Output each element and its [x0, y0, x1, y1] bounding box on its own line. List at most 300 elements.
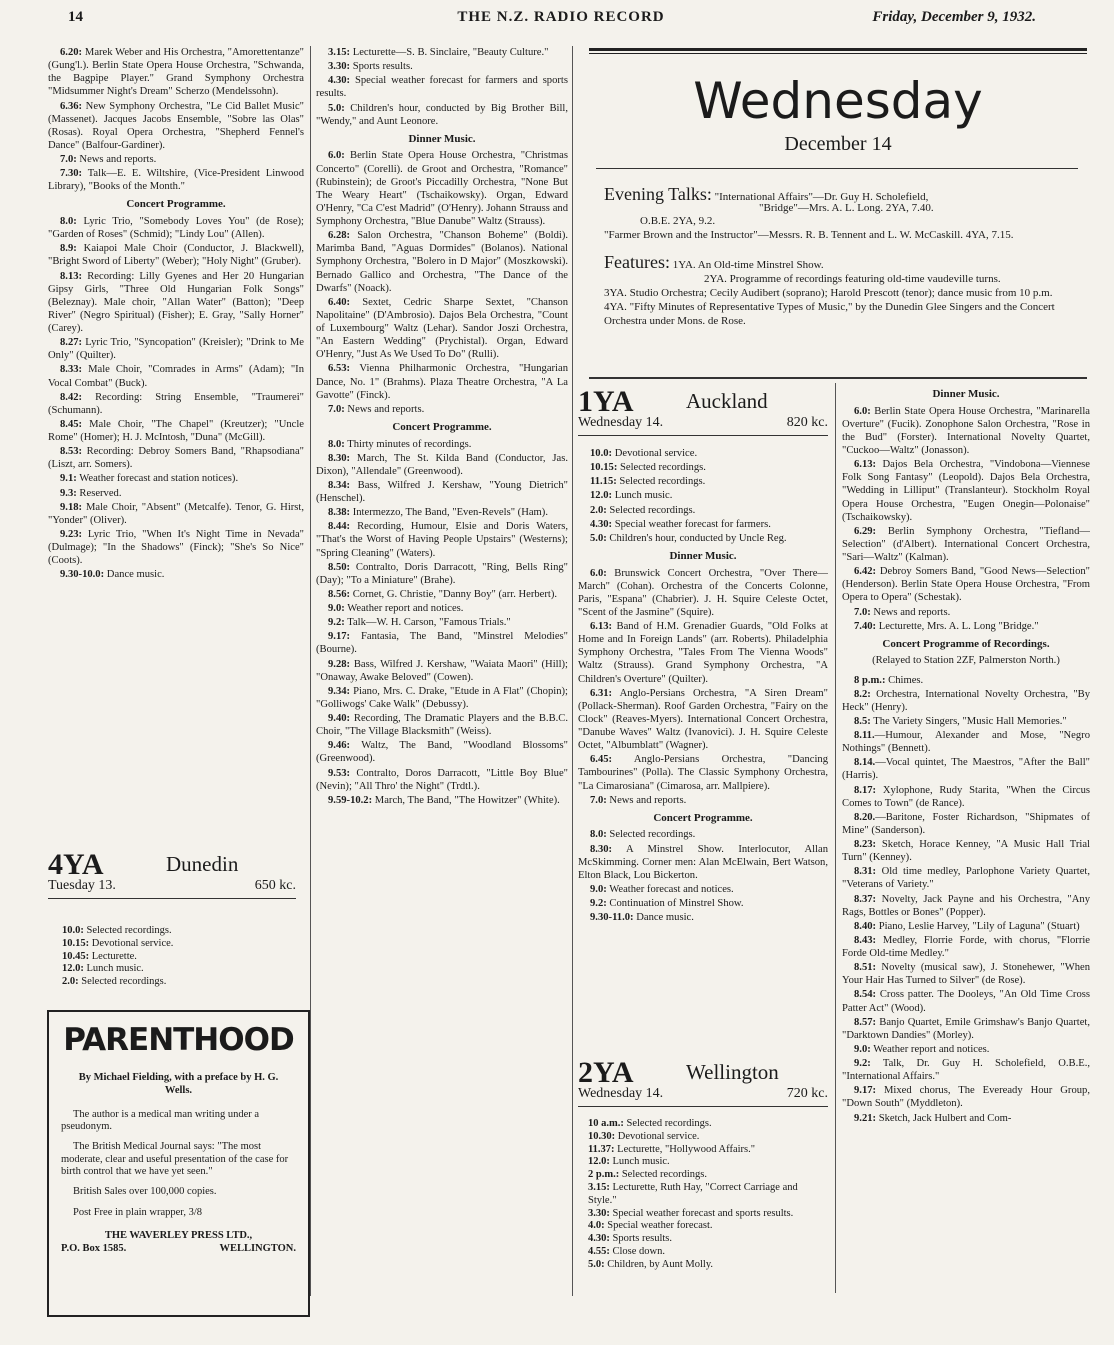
column-2ya-continued: [842, 383, 1090, 1126]
items: [316, 438, 568, 807]
programme-item: [842, 405, 1090, 458]
programme-item: [842, 988, 1090, 1014]
programme-text: Salon Orchestra, "Chanson Boheme" (Boldi). Marimba Band, "Aguas Dormides" (Bolanos). National Symphony Orchestra, "Bolero in D Major" (Moszkowski). Bernado Gallico and Orchestra, "The Dance of the Dwarfs" (Noack).: [316, 230, 568, 294]
programme-text: Piano, Mrs. C. Drake, "Etude in A Flat" (Chopin); "Golliwogs' Cake Walk" (Debussy).: [316, 685, 568, 710]
programme-item: [842, 934, 1090, 960]
programme-time: 4.30:: [590, 518, 613, 530]
programme-time: 2.0:: [62, 976, 79, 988]
programme-text: Selected recordings.: [606, 829, 696, 841]
programme-item: [578, 620, 828, 686]
programme-text: A Minstrel Show. Interlocutor, Allan McSkimming. Corner men: Alan McElwain, Bert Watson, Elton Black, Lou Bickerton.: [578, 843, 828, 881]
programme-time: 6.13:: [854, 459, 877, 471]
programme-text: Kaiapoi Male Choir (Conductor, J. Blackwell), "Bright Sword of Liberty" (Weber); "Holy Night" (Gruber).: [48, 243, 304, 268]
programme-item: [48, 100, 304, 153]
station-4ya-list: [62, 925, 292, 989]
programme-text: Weather report and notices.: [344, 603, 464, 614]
programme-time: 10.15:: [62, 937, 90, 949]
programme-text: Mixed chorus, The Eveready Hour Group, "Down South" (Myddleton).: [842, 1085, 1090, 1110]
ad-byline: By Michael Fielding, with a preface by H. G. Wells.: [78, 1071, 279, 1096]
rule: [589, 53, 1087, 54]
programme-text: Children, by Aunt Molly.: [604, 1258, 714, 1270]
programme-text: Berlin State Opera House Orchestra, "Marinarella Overture" (Fucik). Zonophone Salon Orchestra, "Rose in the Bud" (Forster). International Novelty Quartet, "Cuckoo—Waltz" (Jonasson).: [842, 405, 1090, 456]
programme-item: [316, 60, 568, 73]
programme-item: [578, 504, 828, 517]
programme-item: [588, 1259, 826, 1272]
programme-time: 8.44:: [328, 521, 351, 533]
programme-text: Anglo-Persians Orchestra, "A Siren Dream" (Pollack-Sherman). Roof Garden Orchestra, "Fairy on the Clock" (Reaves-Myers). International Concert Orchestra, "Danube Waves" Waltz (Ivanovici). J. H. Squire Celeste Octet, "Albumblatt" (Wagner).: [578, 687, 828, 752]
programme-item: [316, 602, 568, 615]
parenthood-ad: [47, 1010, 310, 1317]
programme-item: [48, 391, 304, 417]
programme-text: News and reports.: [870, 606, 951, 618]
programme-time: 7.30:: [60, 168, 83, 180]
programme-text: Marek Weber and His Orchestra, "Amorettentanze" (Gung'l.). Berlin State Opera House Orchestra, "Schwanda, the Bagpipe Player." Grand Symphony Orchestra "Midsummer Night's Dream" Scherzo (Mendelssohn).: [48, 47, 304, 98]
programme-item: [588, 1144, 826, 1157]
programme-item: [578, 897, 828, 910]
programme-text: Anglo-Persians Orchestra, "Dancing Tambourines" (Polla). The Classic Symphony Orchestra, "La Cimarosiana" (Cimarosa, arr. Mallpiere).: [578, 754, 828, 792]
programme-time: 8.40:: [854, 920, 877, 932]
programme-item: [842, 961, 1090, 987]
programme-item: [842, 784, 1090, 810]
programme-time: 6.45:: [590, 754, 613, 766]
programme-item: [316, 229, 568, 295]
programme-item: [578, 461, 828, 474]
programme-item: [48, 46, 304, 99]
programme-time: 9.2:: [328, 617, 345, 629]
programme-text: Selected recordings.: [606, 504, 696, 516]
programme-item: [842, 606, 1090, 619]
programme-time: 8.11.: [854, 730, 875, 741]
programme-text: Lecturette—S. B. Sinclaire, "Beauty Culture.": [350, 47, 549, 58]
programme-item: [578, 843, 828, 882]
programme-item: [316, 616, 568, 629]
programme-text: Xylophone, Rudy Starita, "When the Circus Comes to Town" (de Rance).: [842, 784, 1090, 809]
items: [578, 567, 828, 807]
programme-item: [316, 452, 568, 478]
programme-text: Special weather forecast for farmers and sports results.: [316, 75, 568, 100]
programme-time: 9.2:: [854, 1058, 871, 1069]
programme-time: 10.0:: [62, 925, 84, 936]
programme-text: —Humour, Alexander and Mose, "Negro Nothings" (Bennett).: [842, 730, 1090, 755]
programme-item: [316, 561, 568, 587]
programme-time: 7.0:: [854, 606, 871, 618]
programme-time: 8.54:: [854, 989, 877, 1001]
programme-time: 7.0:: [590, 794, 607, 806]
programme-text: Children's hour, conducted by Big Brother Bill, "Wendy," and Aunt Leonore.: [316, 102, 568, 127]
day-title: Wednesday: [693, 72, 983, 130]
programme-text: The Variety Singers, "Music Hall Memories.": [870, 715, 1067, 727]
programme-time: 3.30:: [588, 1207, 610, 1219]
programme-time: 6.0:: [590, 567, 607, 579]
programme-time: 8.33:: [60, 364, 83, 376]
programme-item: [842, 811, 1090, 837]
items: [48, 215, 304, 581]
programme-time: 9.1:: [60, 473, 77, 485]
programme-text: Selected recordings.: [83, 925, 172, 936]
section-heading: Concert Programme.: [653, 811, 753, 824]
programme-item: [842, 1112, 1090, 1125]
frequency: 650 kc.: [254, 878, 296, 893]
programme-text: Recording: Lilly Gyenes and Her 20 Hungarian Gipsy Girls, "Three Old Hungarian Folk Songs" (Beleznay). Male choir, "Allan Water" (Batton); "Deep River" (Negro Spiritual) (Fisher); E. Gray, "Sally Horner" (Carey).: [48, 270, 304, 334]
programme-time: 2.0:: [590, 504, 607, 516]
section-heading: Concert Programme.: [392, 420, 492, 433]
programme-time: 8.9:: [60, 243, 77, 255]
programme-item: [842, 920, 1090, 933]
programme-time: 9.34:: [328, 685, 351, 697]
call-sign: 1YA: [578, 385, 634, 418]
programme-time: 9.59-10.2:: [328, 794, 373, 806]
programme-time: 6.13:: [590, 621, 613, 632]
programme-text: Chimes.: [885, 674, 924, 686]
programme-item: [316, 506, 568, 519]
section-heading: Concert Programme.: [126, 198, 226, 211]
programme-item: [48, 568, 304, 581]
column-3ya-continued-2: [316, 46, 568, 808]
programme-item: [48, 336, 304, 362]
programme-time: 8.57:: [854, 1016, 877, 1028]
programme-time: 10.30:: [588, 1130, 616, 1142]
programme-time: 8.51:: [854, 962, 877, 974]
programme-text: Selected recordings.: [616, 476, 706, 488]
programme-item: [316, 739, 568, 765]
programme-text: Male Choir, "Absent" (Metcalfe). Tenor, G. Hirst, "Yonder" (Oliver).: [48, 501, 304, 526]
programme-text: Close down.: [609, 1245, 665, 1257]
programme-text: News and reports.: [344, 403, 425, 415]
programme-item: [842, 525, 1090, 564]
programme-text: Waltz, The Band, "Woodland Blossoms" (Greenwood).: [316, 740, 568, 765]
programme-time: 3.15:: [588, 1181, 610, 1193]
items: [842, 405, 1090, 633]
programme-item: [48, 215, 304, 241]
divider: [578, 1106, 828, 1107]
programme-time: 9.2:: [590, 898, 607, 909]
programme-text: Bass, Wilfred J. Kershaw, "Young Dietrich" (Henschel).: [316, 479, 568, 504]
programme-time: 4.30:: [588, 1233, 610, 1245]
column-rule: [310, 46, 311, 1296]
programme-item: [842, 1016, 1090, 1042]
programme-item: [578, 475, 828, 488]
programme-time: 4.0:: [588, 1220, 605, 1232]
programme-text: Selected recordings.: [619, 1169, 707, 1181]
programme-item: [588, 1182, 826, 1208]
column-3ya-continued: [48, 46, 304, 582]
masthead: [46, 6, 1076, 30]
programme-item: [316, 438, 568, 451]
programme-time: 3.15:: [328, 47, 351, 58]
programme-item: [48, 153, 304, 166]
programme-item: [578, 687, 828, 753]
programme-text: Devotional service.: [615, 1130, 700, 1142]
programme-item: [316, 46, 568, 59]
section-heading: Dinner Music.: [932, 388, 1000, 400]
programme-time: 11.37:: [588, 1143, 615, 1155]
programme-text: Weather report and notices.: [870, 1043, 990, 1055]
station-2ya-header: [578, 1058, 828, 1110]
programme-item: [578, 883, 828, 896]
talks-line: "Farmer Brown and the Instructor"—Messrs. R. B. Tennent and L. W. McCaskill. 4YA, 7.15.: [604, 229, 1014, 241]
programme-item: [62, 976, 292, 989]
features-label: Features:: [604, 251, 670, 272]
programme-text: Lunch music.: [612, 490, 673, 502]
programme-time: 8.27:: [60, 337, 83, 349]
programme-item: [316, 403, 568, 416]
programme-item: [842, 838, 1090, 864]
programme-text: March, The Band, "The Howitzer" (White).: [372, 794, 560, 806]
programme-time: 8.2:: [854, 688, 871, 700]
programme-item: [842, 893, 1090, 919]
rule: [589, 48, 1087, 51]
programme-item: [316, 794, 568, 807]
programme-text: Reserved.: [76, 487, 122, 499]
programme-item: [578, 518, 828, 531]
section-heading: Dinner Music.: [669, 549, 737, 562]
programme-item: [48, 270, 304, 336]
programme-text: Special weather forecast and sports results.: [609, 1207, 794, 1219]
talks-line: Evening Talks: "International Affairs"—Dr. Guy H. Scholefield,: [604, 184, 929, 204]
programme-item: [316, 767, 568, 793]
programme-time: 10 a.m.:: [588, 1118, 624, 1129]
programme-item: [578, 753, 828, 792]
items: [48, 46, 304, 193]
ad-text: British Sales over 100,000 copies.: [73, 1186, 217, 1198]
relay-note: (Relayed to Station 2ZF, Palmerston North.): [872, 655, 1060, 667]
programme-item: [588, 1246, 826, 1259]
day-date: December 14: [784, 133, 892, 155]
programme-text: Selected recordings.: [617, 462, 706, 474]
programme-item: [62, 963, 292, 976]
programme-item: [588, 1131, 826, 1144]
programme-time: 7.0:: [328, 403, 345, 415]
programme-text: Recording, The Dramatic Players and the B.B.C. Choir, "The Village Blacksmith" (Weiss).: [316, 713, 568, 738]
programme-text: Lyric Trio, "Syncopation" (Kreisler); "Drink to Me Only" (Quilter).: [48, 337, 304, 362]
talks-label: Evening Talks:: [604, 184, 712, 204]
programme-item: [588, 1156, 826, 1169]
programme-text: Devotional service.: [612, 448, 698, 459]
programme-time: 10.45:: [62, 950, 90, 962]
programme-time: 6.31:: [590, 687, 613, 699]
programme-text: Berlin Symphony Orchestra, "Tiefland—Selection" (d'Albert). International Concert Orchestra, "Sari—Waltz" (Kalman).: [842, 525, 1090, 563]
paper-title: THE N.Z. RADIO RECORD: [457, 9, 665, 25]
programme-item: [578, 794, 828, 807]
programme-time: 12.0:: [62, 963, 84, 975]
programme-time: 6.28:: [328, 230, 351, 242]
station-4ya-header: [48, 850, 296, 902]
talks-line: "Bridge"—Mrs. A. L. Long. 2YA, 7.40.: [759, 201, 934, 214]
column-1ya: [578, 447, 828, 925]
items: [578, 447, 828, 545]
programme-item: [316, 74, 568, 100]
evening-talks-features: [604, 183, 1078, 328]
ad-text: The author is a medical man writing under a pseudonym.: [61, 1108, 260, 1132]
programme-text: Children's hour, conducted by Uncle Reg.: [606, 532, 787, 544]
programme-item: [62, 951, 292, 964]
station-1ya-header: [578, 387, 828, 439]
section-heading: Dinner Music.: [408, 132, 476, 145]
programme-text: News and reports.: [606, 794, 687, 806]
programme-text: Thirty minutes of recordings.: [344, 438, 472, 450]
programme-text: Piano, Leslie Harvey, "Lily of Laguna" (Stuart): [876, 920, 1080, 932]
column-rule: [835, 383, 836, 1293]
programme-time: 4.55:: [588, 1245, 610, 1257]
programme-time: 9.21:: [854, 1112, 877, 1124]
programme-time: 8.0:: [590, 829, 607, 841]
programme-text: Dajos Bela Orchestra, "Vindobona—Viennese Folk Song Fantasy" (Leopold). Dajos Bela Orchestra, "Wedding in Lilliput" (Translanteur). Stockholm Royal Opera House Orchestra, "Eugen Onegin—Polonaise" (Tschaikowsky).: [842, 459, 1090, 523]
frequency: 720 kc.: [786, 1086, 828, 1101]
issue-date: Friday, December 9, 1932.: [872, 9, 1036, 25]
programme-time: 8.38:: [328, 507, 351, 519]
programme-item: [842, 729, 1090, 755]
programme-text: Lunch music.: [83, 963, 144, 975]
programme-item: [316, 658, 568, 684]
programme-text: Lecturette, Ruth Hay, "Correct Carriage and Style.": [588, 1181, 798, 1206]
programme-text: Cross patter. The Dooleys, "An Old Time Cross Patter Act" (Wood).: [842, 989, 1090, 1014]
programme-item: [842, 1084, 1090, 1110]
programme-item: [48, 501, 304, 527]
programme-time: 8.56:: [328, 588, 351, 600]
programme-item: [842, 865, 1090, 891]
programme-item: [316, 362, 568, 401]
programme-text: Male Choir, "The Chapel" (Kreutzer); "Uncle Rome" (Homer); H. J. McIntosh, "Duna" (McGill).: [48, 418, 304, 443]
programme-text: Sketch, Horace Kenney, "A Music Hall Trial Turn" (Kenney).: [842, 839, 1090, 864]
programme-item: [48, 167, 304, 193]
programme-text: Lunch music.: [609, 1156, 670, 1168]
divider: [596, 168, 1078, 169]
programme-text: Weather forecast and station notices).: [76, 473, 239, 485]
programme-text: Recording: Debroy Somers Band, "Rhapsodiana" (Liszt, arr. Somers).: [48, 446, 304, 471]
programme-item: [578, 489, 828, 502]
programme-time: 6.42:: [854, 566, 877, 578]
programme-time: 8.30:: [328, 452, 351, 464]
programme-item: [316, 296, 568, 362]
programme-text: Selected recordings.: [78, 976, 167, 988]
programme-item: [316, 520, 568, 559]
items: [578, 828, 828, 924]
programme-item: [48, 363, 304, 389]
programme-text: Selected recordings.: [623, 1118, 712, 1129]
programme-text: Recording, Humour, Elsie and Doris Waters, "That's the Worst of Having People Upstairs" (Westerns); "Spring Cleaning" (Waters).: [316, 521, 568, 559]
programme-item: [842, 688, 1090, 714]
programme-time: 9.3:: [60, 487, 77, 499]
ad-text: Post Free in plain wrapper, 3/8: [73, 1206, 203, 1218]
programme-time: 12.0:: [588, 1156, 610, 1168]
programme-item: [62, 925, 292, 938]
programme-text: Special weather forecast for farmers.: [612, 518, 771, 530]
programme-item: [316, 479, 568, 505]
divider: [589, 377, 1087, 379]
programme-item: [842, 715, 1090, 728]
programme-time: 8.13:: [60, 270, 83, 282]
programme-text: Sports results.: [350, 61, 413, 73]
programme-time: 12.0:: [590, 490, 613, 502]
programme-item: [316, 630, 568, 656]
programme-text: —Vocal quintet, The Maestros, "After the Ball" (Harris).: [842, 757, 1090, 782]
programme-text: Novelty (musical saw), J. Stonehewer, "When Your Hair Has Turned to Silver" (de Rose).: [842, 962, 1090, 987]
programme-time: 9.40:: [328, 713, 351, 724]
programme-time: 9.53:: [328, 767, 351, 779]
programme-item: [48, 418, 304, 444]
programme-item: [62, 938, 292, 951]
ad-city: WELLINGTON.: [219, 1243, 296, 1255]
programme-text: Talk, Dr. Guy H. Scholefield, O.B.E., "International Affairs.": [842, 1058, 1090, 1083]
ad-text: The British Medical Journal says: "The most moderate, clear and useful presentation of the case for birth control that we have yet seen.": [61, 1141, 289, 1178]
programme-text: Banjo Quartet, Emile Grimshaw's Banjo Quartet, "Darktown Dandies" (Morley).: [842, 1016, 1090, 1041]
programme-text: Sports results.: [609, 1233, 673, 1245]
programme-text: Novelty, Jack Payne and his Orchestra, "Any Rags, Bottles or Bones" (Popper).: [842, 893, 1090, 918]
programme-time: 8.45:: [60, 418, 83, 430]
programme-text: Old time medley, Parlophone Variety Quartet, "Veterans of Variety.": [842, 866, 1090, 891]
programme-text: Continuation of Minstrel Show.: [606, 898, 744, 909]
programme-item: [316, 685, 568, 711]
divider: [48, 898, 296, 899]
features-line: Features: 1YA. An Old-time Minstrel Show.: [604, 251, 824, 272]
ad-po-box: P.O. Box 1585.: [61, 1243, 127, 1255]
programme-item: [578, 911, 828, 924]
programme-item: [842, 1057, 1090, 1083]
programme-text: Bass, Wilfred J. Kershaw, "Waiata Maori" (Hill); "Onaway, Awake Beloved" (Cowen).: [316, 658, 568, 683]
divider: [578, 435, 828, 436]
programme-item: [48, 445, 304, 471]
programme-item: [588, 1169, 826, 1182]
programme-text: Berlin State Opera House Orchestra, "Christmas Concerto" (Corelli). de Groot and Orchestra, "Romance" (Rubinstein); de Groot's Piccadilly Orchestra, "None But The Weary Heart" (Tschaikowsky). Organ, Edward O'Henry, "Ca C'est Madrid" (O'Henry). Johann Strauss and Symphony Orchestra, "Blue Danube" Waltz (Strauss).: [316, 150, 568, 227]
ad-address: [61, 1242, 296, 1255]
programme-time: 8.50:: [328, 561, 351, 573]
programme-text: Lyric Trio, "When It's Night Time in Nevada" (Dulmage); "In the Shadows" (Finck); "She's So Nice" (Coots).: [48, 528, 304, 567]
programme-text: Lecturette, "Hollywood Affairs.": [614, 1143, 756, 1155]
programme-time: 2 p.m.:: [588, 1169, 620, 1181]
programme-text: Debroy Somers Band, "Good News—Selection" (Henderson). Berlin State Opera House Orchestra, "From Opera to Opera" (Schestak).: [842, 566, 1090, 604]
programme-text: Sketch, Jack Hulbert and Com-: [876, 1112, 1012, 1124]
programme-time: 6.0:: [854, 405, 871, 417]
programme-text: Devotional service.: [89, 937, 174, 949]
programme-time: 6.0:: [328, 150, 345, 162]
programme-text: Band of H.M. Grenadier Guards, "Old Folks at Home and In Foreign Lands" (arr. Roberts). Philadelphia Symphony Orchestra, "Tales From The Vienna Woods" Waltz (Strauss). Grand Symphony Orchestra, "A Children's Overture" (Quilter).: [578, 621, 828, 685]
programme-text: Recording: String Ensemble, "Traumerei" (Schumann).: [48, 391, 304, 416]
programme-time: 8.43:: [854, 934, 877, 946]
programme-item: [48, 528, 304, 567]
programme-item: [842, 756, 1090, 782]
programme-text: Dance music.: [633, 912, 694, 924]
station-2ya-list: [588, 1118, 826, 1272]
programme-time: 10.0:: [590, 448, 613, 459]
programme-time: 9.17:: [854, 1085, 877, 1097]
programme-text: Talk—E. E. Wiltshire, (Vice-President Linwood Library), "Books of the Month.": [48, 168, 304, 193]
programme-text: Special weather forecast.: [604, 1220, 713, 1232]
programme-text: Sextet, Cedric Sharpe Sextet, "Chanson Napolitaine" (D'Ambrosio). Dajos Bela Orchestra, "Count of Luxembourg" Waltz (Lehar). Sandor Joszi Orchestra, "An Eastern Wedding" (Prychistal). Organ, Edward O'Henry, "Just As We Used To Do" (Rulli).: [316, 296, 568, 361]
items: [316, 149, 568, 416]
programme-time: 8.0:: [60, 216, 77, 227]
day: Wednesday 14.: [578, 1086, 664, 1101]
programme-time: 6.40:: [328, 296, 351, 308]
programme-text: Brunswick Concert Orchestra, "Over There—March" (Cohan). Orchestra of the Concerts Colonne, Paris, "Espana" (Chabrier). J. H. Squire Celeste Octet, "Scent of the Jasmine" (Squire).: [578, 567, 828, 618]
ad-title: PARENTHOOD: [63, 1022, 294, 1058]
programme-item: [588, 1118, 826, 1131]
programme-time: 8.14.: [854, 757, 876, 769]
programme-time: 9.46:: [328, 740, 351, 752]
programme-item: [578, 532, 828, 545]
features-line: 3YA. Studio Orchestra; Cecily Audibert (soprano); Harold Prescott (tenor); dance music from 10 p.m.: [604, 287, 1053, 299]
programme-item: [48, 472, 304, 485]
programme-time: 7.0:: [60, 154, 77, 165]
programme-time: 8.23:: [854, 839, 877, 850]
section-heading: Concert Programme of Recordings.: [882, 637, 1050, 650]
programme-time: 4.30:: [328, 75, 351, 87]
programme-item: [842, 674, 1090, 687]
programme-item: [842, 620, 1090, 633]
city: Dunedin: [166, 852, 239, 876]
programme-text: Lecturette.: [89, 950, 137, 962]
programme-item: [578, 567, 828, 620]
ad-publisher: THE WAVERLEY PRESS LTD.,: [104, 1230, 253, 1242]
